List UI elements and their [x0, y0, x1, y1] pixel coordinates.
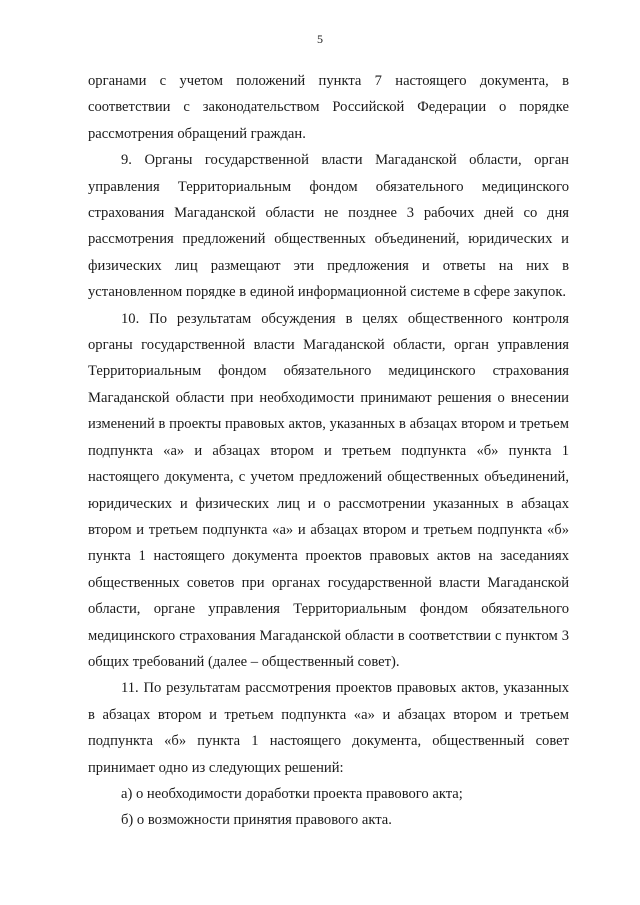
paragraph-continuation: органами с учетом положений пункта 7 настоящего документа, в соответствии с законодательством Российской Федерации о порядке рассмотрения обращений граждан.: [88, 73, 569, 142]
paragraph-subitem-a: а) о необходимости доработки проекта правового акта;: [121, 785, 463, 802]
paragraph-item-11: 11. По результатам рассмотрения проектов правовых актов, указанных в абзацах втором и третьем подпункта «а» и абзацах втором и третьем подпункта «б» пункта 1 настоящего документа, общественный совет принимает одно из следующих решений:: [88, 680, 569, 776]
paragraph-subitem-b: б) о возможности принятия правового акта.: [121, 812, 392, 829]
paragraph-item-10: 10. По результатам обсуждения в целях общественного контроля органы государственной власти Магаданской области, орган управления Территориальным фондом обязательного медицинского страхования Магаданской области при необходимости принимают решения о внесении изменений в проекты правовых актов, указанных в абзацах втором и третьем подпункта «а» и абзацах втором и третьем подпункта «б» пункта 1 настоящего документа, с учетом предложений общественных объединений, юридических и физических лиц и о рассмотрении указанных в абзацах втором и третьем подпункта «а» и абзацах втором и третьем подпункта «б» пункта 1 настоящего документа проектов правовых актов на заседаниях общественных советов при органах государственной власти Магаданской области, органе управления Территориальным фондом обязательного медицинского страхования Магаданской области в соответствии с пунктом 3 общих требований (далее – общественный совет).: [88, 310, 569, 670]
page-number: 5: [317, 32, 323, 46]
document-body: [88, 68, 569, 834]
paragraph-item-9: 9. Органы государственной власти Магаданской области, орган управления Территориальным фондом обязательного медицинского страхования Магаданской области не позднее 3 рабочих дней со дня рассмотрения предложений общественных объединений, юридических и физических лиц размещают эти предложения и ответы на них в установленном порядке в единой информационной системе в сфере закупок.: [88, 152, 569, 301]
